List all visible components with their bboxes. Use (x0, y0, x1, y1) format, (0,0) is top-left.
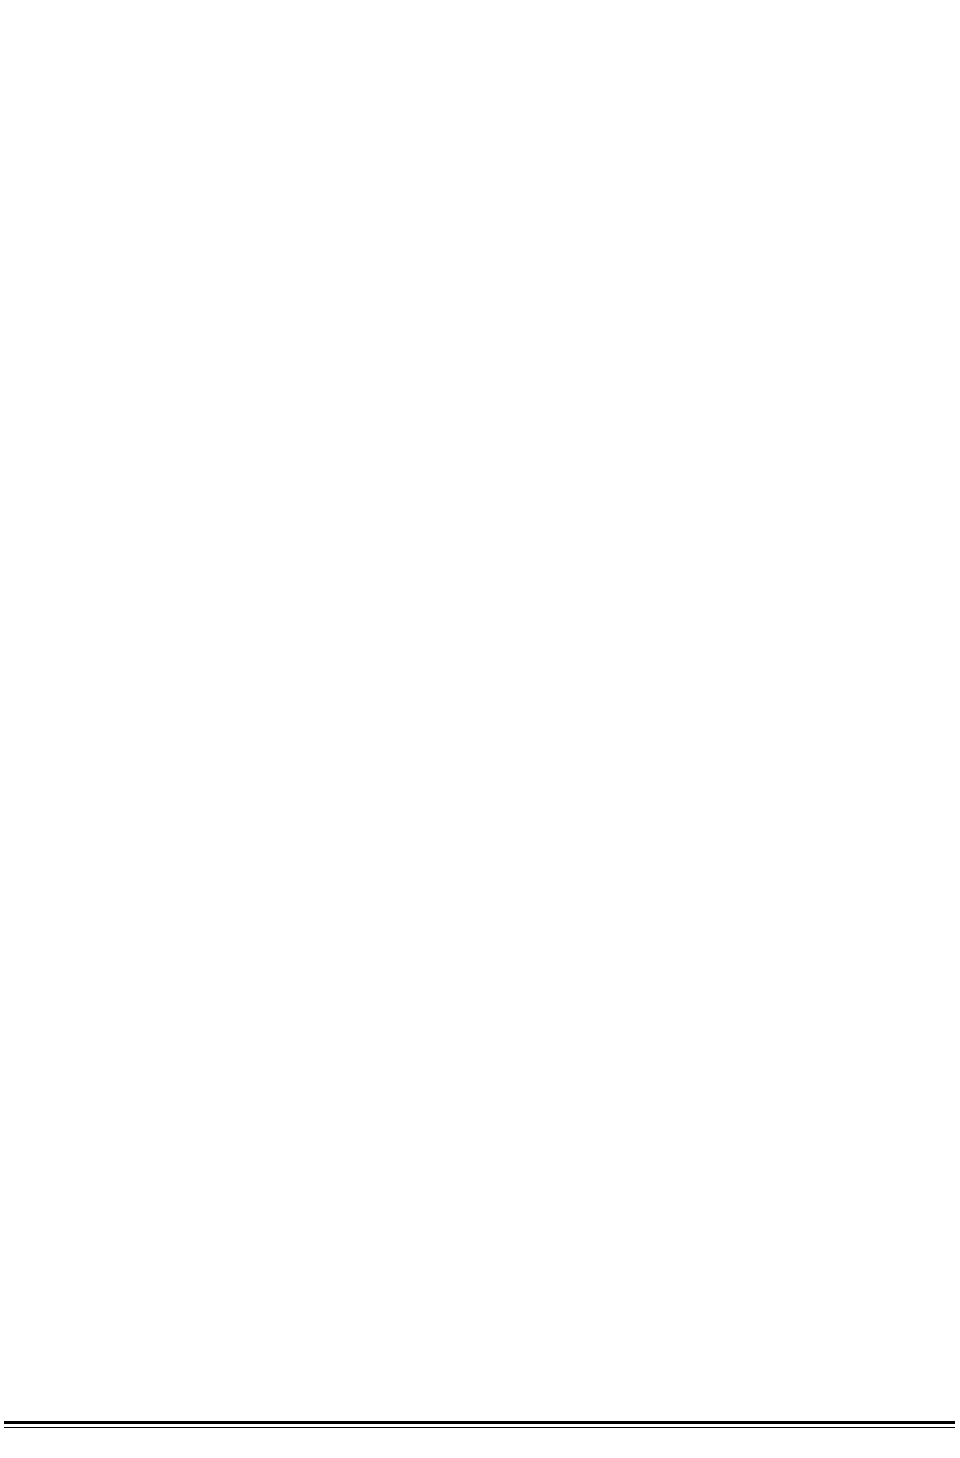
equipment-table (4, 4, 955, 1364)
footer-rule-thin (4, 1427, 955, 1428)
footer-rule-thick (4, 1421, 955, 1424)
